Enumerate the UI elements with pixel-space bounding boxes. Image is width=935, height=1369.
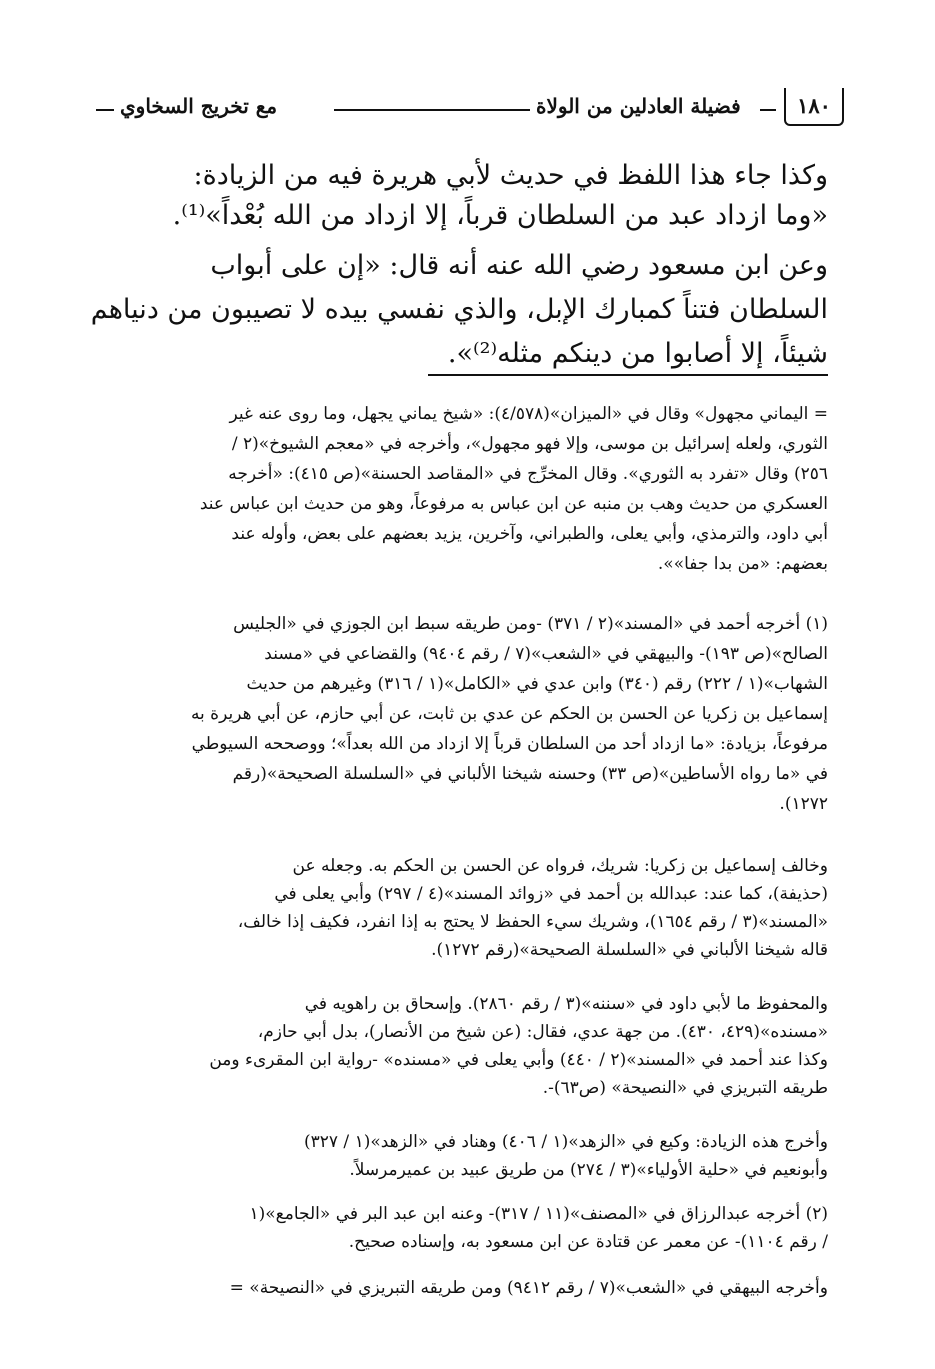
footnote-line: الشهاب»(١ / ٢٢٢) رقم (٣٤٠) وابن عدي في «الكامل»(١ / ٣١٦) وغيرهم من حديث [246,674,828,694]
footnote-separator [428,374,828,376]
footnote-line: = اليماني مجهول» وقال في «الميزان»(٤/٥٧٨): «شيخ يماني يجهل، وما روى عنه غير [229,404,828,424]
footnote-line: في «ما رواه الأساطين»(ص ٣٣) وحسنه شيخنا الألباني في «السلسلة الصحيحة»(رقم [232,764,828,784]
header-rule-middle [334,109,530,111]
main-line-2: «وما ازداد عبد من السلطان قرباً، إلا ازداد من الله بُعْداً»⁽¹⁾. [172,200,828,231]
footnote-line: (حذيفة)، كما عند: عبدالله بن أحمد في «زوائد المسند»(٤ / ٢٩٧) وأبي يعلى في [274,884,828,904]
running-header [96,88,856,132]
header-rule-left-end [96,109,114,111]
header-rule-right [760,109,776,111]
footnote-line: قاله شيخنا الألباني في «السلسلة الصحيحة»(رقم ١٢٧٢). [431,940,828,960]
footnote-line: (١) أخرجه أحمد في «المسند»(٢ / ٣٧١) -ومن طريقه سبط ابن الجوزي في «الجليس [233,614,828,634]
main-line-3: وعن ابن مسعود رضي الله عنه أنه قال: «إن على أبواب [210,250,828,281]
footnote-line: / رقم ١١٠٤)- عن معمر عن قتادة عن ابن مسعود به، وإسناده صحيح. [348,1232,828,1252]
main-line-1: وكذا جاء هذا اللفظ في حديث لأبي هريرة فيه من الزيادة: [193,160,828,191]
footnote-line: ١٢٧٢). [779,794,828,814]
footnote-line: أبي داود، والترمذي، وأبي يعلى، والطبراني، وآخرين، يزيد بعضهم على بعض، وأوله عند [231,524,828,544]
footnote-line: بعضهم: «من بدا جفا»». [657,554,828,574]
footnote-line: وخالف إسماعيل بن زكريا: شريك، فرواه عن الحسن بن الحكم به. وجعله عن [292,856,828,876]
footnote-line: ٢٥٦) وقال «تفرد به الثوري». وقال المخرِّج في «المقاصد الحسنة»(ص ٤١٥): «أخرجه [228,464,828,484]
footnote-line: مرفوعاً، بزيادة: «ما ازداد أحد من السلطان قرباً إلا ازداد من الله بعداً»؛ ووصححه السيوطي [191,734,828,754]
footnote-line: وكذا عند أحمد في «المسند»(٢ / ٤٤٠) وأبي يعلى في «مسنده» -رواية ابن المقرىء ومن [209,1050,828,1070]
header-subtitle: مع تخريج السخاوي [120,94,278,118]
footnote-line: «المسند»(٣ / رقم ١٦٥٤)، وشريك سيء الحفظ لا يحتج به إذا انفرد، فكيف إذا خالف، [237,912,828,932]
footnote-line: «مسنده»(٤٢٩، ٤٣٠). من جهة عدي، فقال: (عن شيخ من الأنصار)، بدل أبي حازم، [257,1022,828,1042]
main-line-5: شيئاً، إلا أصابوا من دينكم مثله⁽²⁾». [447,338,828,369]
footnote-line: الصالح»(ص ١٩٣)- والبيهقي في «الشعب»(٧ / رقم ٩٤٠٤) والقضاعي في «مسند [264,644,828,664]
footnote-line: (٢) أخرجه عبدالرزاق في «المصنف»(١١ / ٣١٧)- وعنه ابن عبد البر في «الجامع»(١ [249,1204,828,1224]
footnote-line: وأخرج هذه الزيادة: وكيع في «الزهد»(١ / ٤٠٦) وهناد في «الزهد»(١ / ٣٢٧) [303,1132,828,1152]
footnote-line: الثوري، ولعله إسرائيل بن موسى، وإلا فهو مجهول»، وأخرجه في «معجم الشيوخ»(٢ / [231,434,828,454]
footnote-line: وأبونعيم في «حلية الأولياء»(٣ / ٢٧٤) من طريق عبيد بن عميرمرسلاً. [349,1160,828,1180]
header-book-title: فضيلة العادلين من الولاة [536,94,741,118]
page-number: ١٨٠ [784,88,844,126]
main-line-4: السلطان فتناً كمبارك الإبل، والذي نفسي بيده لا تصيبون من دنياهم [90,294,828,325]
footnote-line: طريقه التبريزي في «النصيحة» (ص٦٣)-. [542,1078,828,1098]
footnote-line: العسكري من حديث وهب بن منبه عن ابن عباس به مرفوعاً، وهو من حديث ابن عباس عند [199,494,828,514]
footnote-line: والمحفوظ ما لأبي داود في «سننه»(٣ / رقم ٢٨٦٠). وإسحاق بن راهويه في [304,994,828,1014]
footnote-line: وأخرجه البيهقي في «الشعب»(٧ / رقم ٩٤١٢) ومن طريقه التبريزي في «النصيحة» = [229,1278,828,1298]
footnote-line: إسماعيل بن زكريا عن الحسن بن الحكم عن عدي بن ثابت، عن أبي حازم، عن أبي هريرة به [190,704,828,724]
